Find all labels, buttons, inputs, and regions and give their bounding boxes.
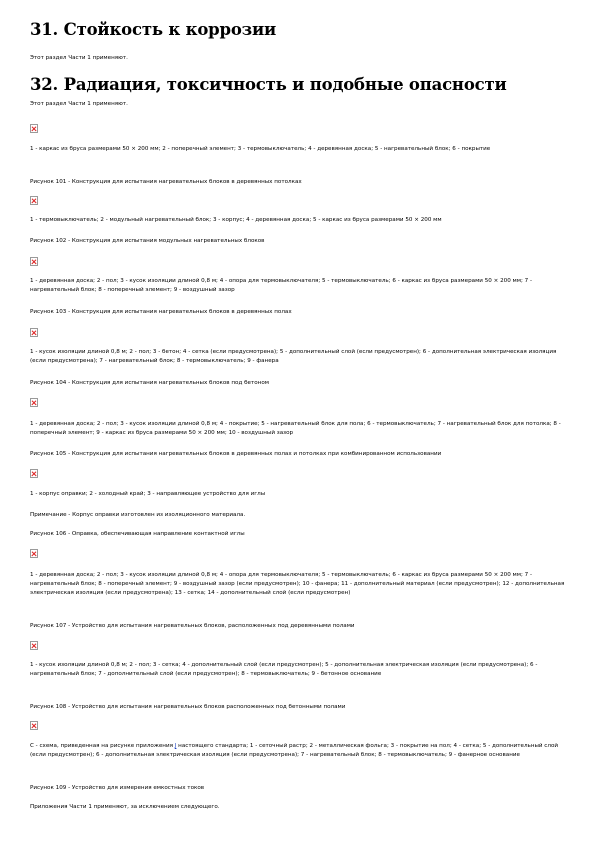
broken-image-icon	[30, 398, 38, 407]
figure-note: Примечание - Корпус оправки изготовлен из изоляционного материала.	[30, 512, 246, 518]
figure-caption: Рисунок 107 - Устройство для испытания нагревательных блоков, расположенных под деревянными полами	[30, 623, 355, 629]
figure-legend: 1 - деревянная доска; 2 - пол; 3 - кусок изоляции длиной 0,8 м; 4 - опора для термовыключателя; 5 - термовыключатель; 6 - каркас из бруса размерами 50 × 200 мм; 7 - нагревательный блок; 8 - поперечный элемент; 9 - воздушный зазор (если предусмотрен); 10 - фанера; 11 - дополнительный материал (если предусмотрен); 12 - дополнительная электрическая изоляция (если предусмотрена); 13 - сетка; 14 - дополнительный слой (если предусмотрен)	[30, 572, 565, 596]
section-text-32: Этот раздел Части 1 применяют.	[30, 101, 128, 107]
section-text-31: Этот раздел Части 1 применяют.	[30, 55, 128, 61]
appendix-link[interactable]: J	[174, 743, 177, 749]
section-heading-32: 32. Радиация, токсичность и подобные опасности	[30, 75, 507, 94]
figure-legend: 1 - деревянная доска; 2 - пол; 3 - кусок изоляции длиной 0,8 м; 4 - покрытие; 5 - нагревательный блок для пола; 6 - термовыключатель; 7 - нагревательный блок для потолка; 8 - поперечный элемент; 9 - каркас из бруса размерами 50 × 200 мм; 10 - воздушный зазор	[30, 421, 561, 436]
figure-legend: 1 - корпус оправки; 2 - холодный край; 3 - направляющее устройство для иглы	[30, 491, 266, 497]
section-heading-31: 31. Стойкость к коррозии	[30, 20, 277, 39]
broken-image-icon	[30, 469, 38, 478]
figure-legend: 1 - кусок изоляции длиной 0,8 м; 2 - пол; 3 - сетка; 4 - дополнительный слой (если предусмотрен); 5 - дополнительная электрическая изоляция (если предусмотрена); 6 - нагревательный блок; 7 - дополнительный слой (если предусмотрен); 8 - термовыключатель; 9 - бетонное основание	[30, 662, 538, 677]
figure-caption: Рисунок 103 - Конструкция для испытания нагревательных блоков в деревянных полах	[30, 309, 292, 315]
broken-image-icon	[30, 721, 38, 730]
figure-legend: 1 - деревянная доска; 2 - пол; 3 - кусок изоляции длиной 0,8 м; 4 - опора для термовыключателя; 5 - термовыключатель; 6 - каркас из бруса размерами 50 × 200 мм; 7 - нагревательный блок; 8 - поперечный элемент; 9 - воздушный зазор	[30, 278, 532, 293]
figure-legend	[30, 742, 565, 760]
figure-legend: 1 - каркас из бруса размерами 50 × 200 мм; 2 - поперечный элемент; 3 - термовыключатель; 4 - деревянная доска; 5 - нагревательный блок; 6 - покрытие	[30, 146, 491, 152]
broken-image-icon	[30, 641, 38, 650]
closing-paragraph: Приложения Части 1 применяют, за исключением следующего.	[30, 804, 220, 810]
broken-image-icon	[30, 549, 38, 558]
legend-text: настоящего стандарта; 1 - сеточный растр; 2 - металлическая фольга; 3 - покрытие на пол; 4 - сетка; 5 - дополнительный слой (если предусмотрен); 6 - дополнительная электрическая изоляция (если предусмотрена); 7 - нагревательный блок; 8 - термовыключатель; 9 - фанерное основание	[30, 743, 559, 758]
figure-legend: 1 - термовыключатель; 2 - модульный нагревательный блок; 3 - корпус; 4 - деревянная доска; 5 - каркас из бруса размерами 50 × 200 мм	[30, 217, 442, 223]
legend-text: С - схема, приведенная на рисунке приложения	[30, 743, 175, 749]
broken-image-icon	[30, 196, 38, 205]
figure-caption: Рисунок 108 - Устройство для испытания нагревательных блоков расположенных под бетонными полами	[30, 704, 346, 710]
broken-image-icon	[30, 328, 38, 337]
broken-image-icon	[30, 257, 38, 266]
figure-legend: 1 - кусок изоляции длиной 0,8 м; 2 - пол; 3 - бетон; 4 - сетка (если предусмотрена); 5 - дополнительный слой (если предусмотрен); 6 - дополнительная электрическая изоляция (если предусмотрена); 7 - нагревательный блок; 8 - термовыключатель; 9 - фанера	[30, 349, 557, 364]
figure-caption: Рисунок 106 - Оправка, обеспечивающая направление контактной иглы	[30, 531, 245, 537]
figure-caption: Рисунок 102 - Конструкция для испытания модульных нагревательных блоков	[30, 238, 265, 244]
broken-image-icon	[30, 124, 38, 133]
figure-caption: Рисунок 101 - Конструкция для испытания нагревательных блоков в деревянных потолках	[30, 179, 302, 185]
figure-caption: Рисунок 104 - Конструкция для испытания нагревательных блоков под бетоном	[30, 380, 269, 386]
figure-caption: Рисунок 105 - Конструкция для испытания нагревательных блоков в деревянных полах и потолках при комбинированном использовании	[30, 451, 442, 457]
figure-caption: Рисунок 109 - Устройство для измерения емкостных токов	[30, 785, 205, 791]
